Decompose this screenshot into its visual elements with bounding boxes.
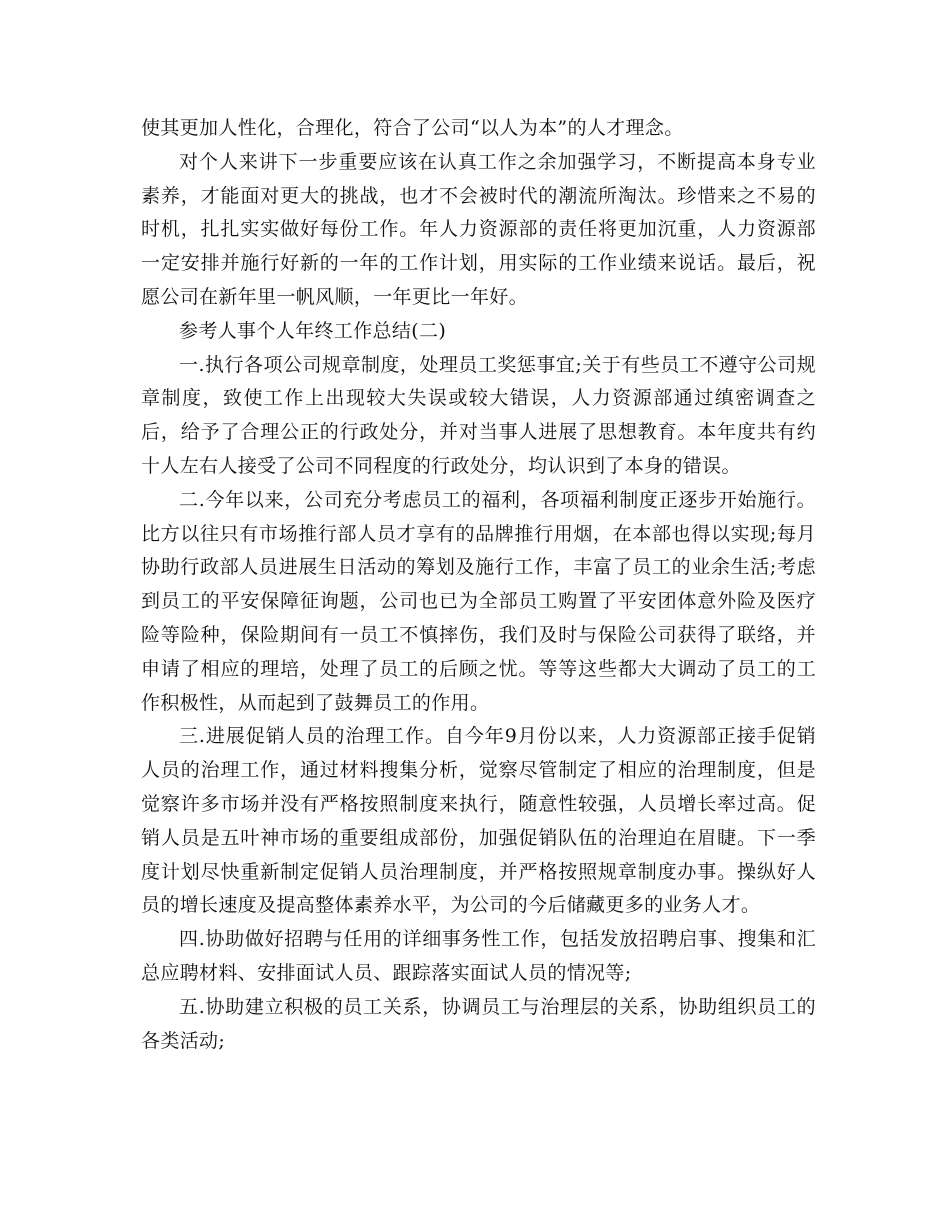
paragraph-item-3: 三.进展促销人员的治理工作。自今年9月份以来，人力资源部正接手促销人员的治理工作，通过材料搜集分析，觉察尽管制定了相应的治理制度，但是觉察许多市场并没有严格按照制度来执行，随意性较强，人员增长率过高。促销人员是五叶神市场的重要组成部份，加强促销队伍的治理迫在眉睫。下一季度计划尽快重新制定促销人员治理制度，并严格按照规章制度办事。操纵好人员的增长速度及提高整体素养水平，为公司的今后储藏更多的业务人才。 bbox=[141, 725, 816, 917]
paragraph-personal-plan: 对个人来讲下一步重要应该在认真工作之余加强学习，不断提高本身专业素养，才能面对更大的挑战，也才不会被时代的潮流所淘汰。珍惜来之不易的时机，扎扎实实做好每份工作。年人力资源部的责任将更加沉重，人力资源部一定安排并施行好新的一年的工作计划，用实际的工作业绩来说话。最后，祝愿公司在新年里一帆风顺，一年更比一年好。 bbox=[141, 150, 816, 308]
paragraph-item-4: 四.协助做好招聘与任用的详细事务性工作，包括发放招聘启事、搜集和汇总应聘材料、安排面试人员、跟踪落实面试人员的情况等; bbox=[141, 928, 816, 984]
paragraph-continuation: 使其更加人性化，合理化，符合了公司“以人为本”的人才理念。 bbox=[141, 117, 684, 139]
document-body bbox=[141, 112, 816, 1058]
paragraph-item-2: 二.今年以来，公司充分考虑员工的福利，各项福利制度正逐步开始施行。比方以往只有市场推行部人员才享有的品牌推行用烟，在本部也得以实现;每月协助行政部人员进展生日活动的筹划及施行工作，丰富了员工的业余生活;考虑到员工的平安保障征询题，公司也已为全部员工购置了平安团体意外险及医疗险等险种，保险期间有一员工不慎摔伤，我们及时与保险公司获得了联络，并申请了相应的理培，处理了员工的后顾之忧。等等这些都大大调动了员工的工作积极性，从而起到了鼓舞员工的作用。 bbox=[141, 488, 816, 714]
paragraph-item-1: 一.执行各项公司规章制度，处理员工奖惩事宜;关于有些员工不遵守公司规章制度，致使工作上出现较大失误或较大错误，人力资源部通过缜密调查之后，给予了合理公正的行政处分，并对当事人进展了思想教育。本年度共有约十人左右人接受了公司不同程度的行政处分，均认识到了本身的错误。 bbox=[141, 353, 816, 477]
section-heading: 参考人事个人年终工作总结(二) bbox=[179, 319, 447, 342]
paragraph-item-5: 五.协助建立积极的员工关系，协调员工与治理层的关系，协助组织员工的各类活动; bbox=[141, 995, 816, 1052]
